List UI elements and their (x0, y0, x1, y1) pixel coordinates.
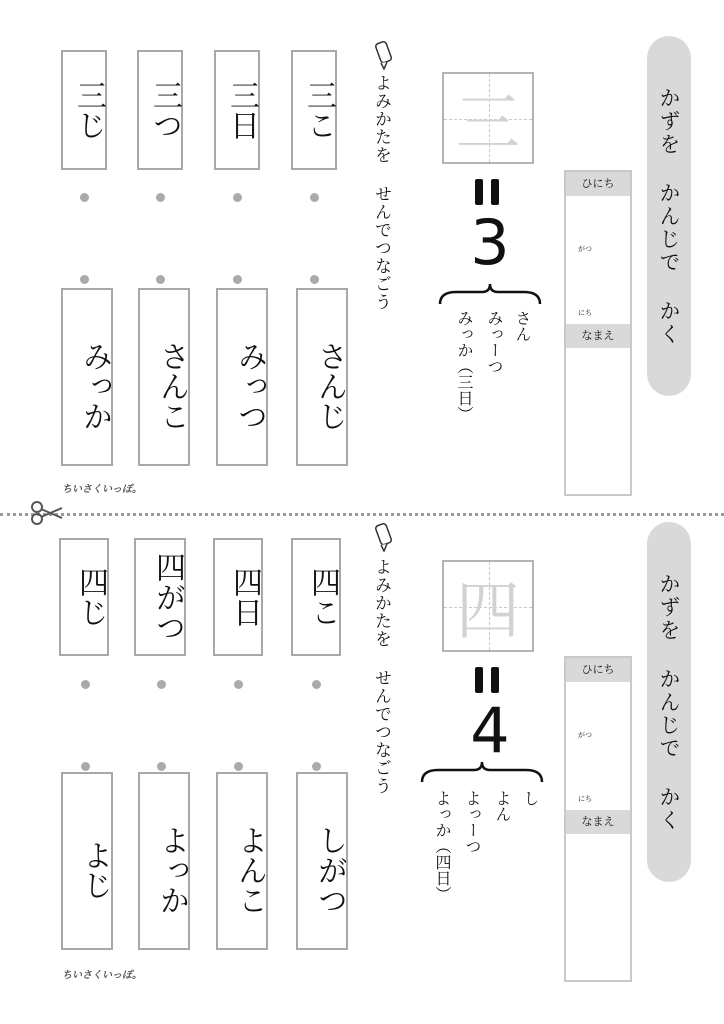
instruction: よみかたを せんでつなごう (371, 558, 391, 795)
connect-dot[interactable] (81, 680, 90, 689)
title-pill (647, 522, 691, 882)
connect-dot[interactable] (81, 762, 90, 771)
reading-2: よん (493, 790, 512, 822)
pencil-icon (372, 40, 396, 70)
connect-dot[interactable] (157, 762, 166, 771)
title-pill (647, 36, 691, 396)
name-header: なまえ (566, 324, 630, 348)
instruction: よみかたを せんでつなごう (371, 74, 391, 311)
reading-card-2: よっか (138, 772, 190, 950)
kanji-card-1: 三じ (61, 50, 107, 170)
brace (418, 760, 546, 786)
reading-card-1: みっか (61, 288, 113, 466)
reading-3: よっーつ (463, 790, 482, 854)
scissors-icon (30, 500, 64, 526)
month-label: がつ (578, 245, 592, 253)
logo: ちいさくいっぽ。 (62, 970, 142, 981)
reading-card-4: しがつ (296, 772, 348, 950)
kanji-card-3: 四日 (213, 538, 263, 656)
connect-dot[interactable] (157, 680, 166, 689)
date-name-box (564, 170, 632, 496)
kanji-card-4: 三こ (291, 50, 337, 170)
kanji-card-3: 三日 (214, 50, 260, 170)
reading-1: さん (513, 310, 532, 342)
reading-card-3: よんこ (216, 772, 268, 950)
connect-dot[interactable] (234, 762, 243, 771)
equals-sign (471, 179, 505, 205)
reading-card-1: よじ (61, 772, 113, 950)
connect-dot[interactable] (233, 275, 242, 284)
connect-dot[interactable] (310, 275, 319, 284)
reading-2: みっーつ (485, 310, 504, 374)
number: 4 (470, 694, 510, 767)
connect-dot[interactable] (156, 275, 165, 284)
reading-1: し (521, 790, 540, 806)
date-name-box (564, 656, 632, 982)
connect-dot[interactable] (310, 193, 319, 202)
connect-dot[interactable] (156, 193, 165, 202)
reading-card-2: さんこ (138, 288, 190, 466)
connect-dot[interactable] (312, 680, 321, 689)
date-header: ひにち (566, 172, 630, 196)
kanji-card-4: 四こ (291, 538, 341, 656)
connect-dot[interactable] (80, 275, 89, 284)
connect-dot[interactable] (234, 680, 243, 689)
month-label: がつ (578, 731, 592, 739)
number: 3 (470, 206, 510, 279)
name-header: なまえ (566, 810, 630, 834)
reading-card-3: みっつ (216, 288, 268, 466)
reading-3: みっか（三日） (455, 310, 474, 422)
kanji-card-1: 四じ (59, 538, 109, 656)
kanji-practice-box[interactable] (442, 72, 534, 164)
connect-dot[interactable] (80, 193, 89, 202)
brace (436, 282, 544, 308)
pencil-icon (372, 522, 396, 552)
connect-dot[interactable] (233, 193, 242, 202)
equals-sign (471, 667, 505, 693)
date-header: ひにち (566, 658, 630, 682)
logo: ちいさくいっぽ。 (62, 484, 142, 495)
reading-4: よっか（四日） (433, 790, 452, 902)
kanji-trace: 四 (456, 575, 520, 649)
day-label: にち (578, 795, 592, 803)
connect-dot[interactable] (312, 762, 321, 771)
kanji-practice-box[interactable] (442, 560, 534, 652)
kanji-trace: 三 (456, 87, 520, 161)
cut-line (0, 513, 724, 516)
title: かずを かんじで かく (657, 572, 681, 832)
reading-card-4: さんじ (296, 288, 348, 466)
kanji-card-2: 四がつ (134, 538, 186, 656)
title: かずを かんじで かく (657, 86, 681, 346)
kanji-card-2: 三つ (137, 50, 183, 170)
day-label: にち (578, 309, 592, 317)
